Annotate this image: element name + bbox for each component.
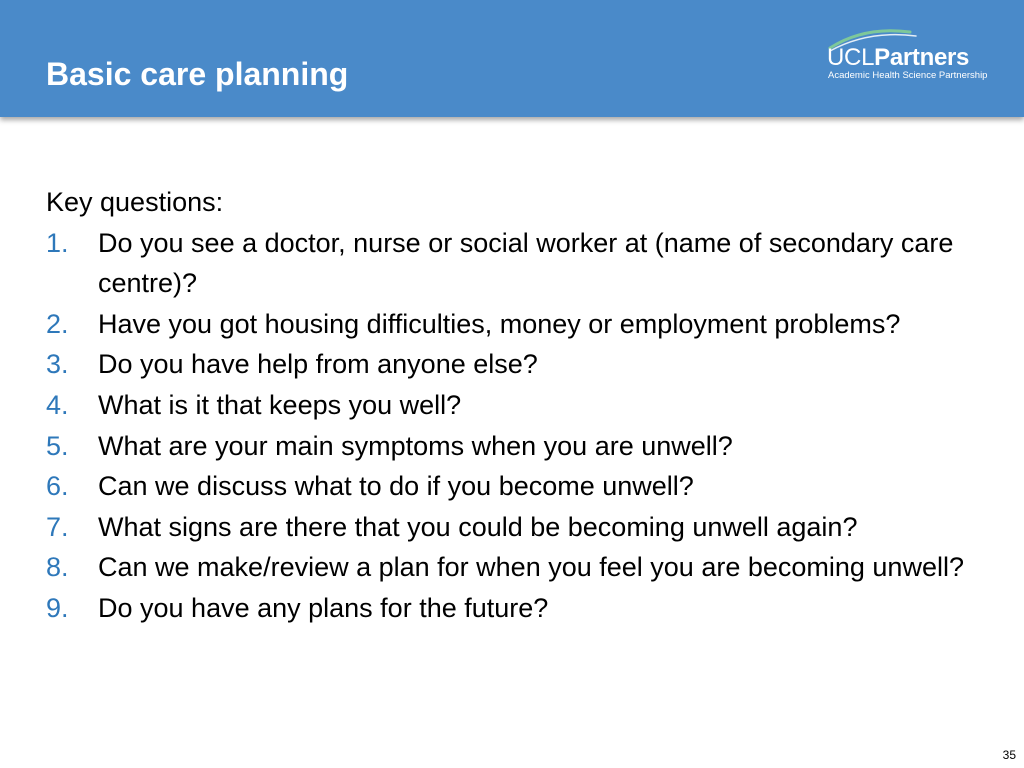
question-text: Do you have any plans for the future? — [98, 592, 549, 623]
question-number: 9. — [46, 592, 69, 623]
question-number: 8. — [46, 552, 69, 583]
question-text: What are your main symptoms when you are unwell? — [98, 430, 733, 461]
question-number: 4. — [46, 389, 69, 420]
question-text: Do you see a doctor, nurse or social worker at (name of secondary care centre)? — [98, 227, 954, 299]
question-text: Can we discuss what to do if you become unwell? — [98, 471, 694, 502]
question-item — [46, 304, 996, 345]
logo-wordmark-light: UCL — [827, 44, 875, 71]
header-band — [0, 0, 1024, 117]
question-item — [46, 426, 996, 467]
logo-wordmark-bold: Partners — [874, 44, 970, 71]
question-item — [46, 466, 996, 507]
question-item — [46, 385, 996, 426]
question-number: 2. — [46, 308, 69, 339]
question-number: 5. — [46, 430, 69, 461]
question-text: What signs are there that you could be becoming unwell again? — [98, 511, 858, 542]
question-number: 6. — [46, 471, 69, 502]
logo-tagline: Academic Health Science Partnership — [828, 70, 988, 81]
question-number: 3. — [46, 349, 69, 380]
question-item — [46, 507, 996, 548]
question-text: Can we make/review a plan for when you feel you are becoming unwell? — [98, 552, 964, 583]
ucl-partners-logo — [824, 24, 992, 84]
page-number: 35 — [1002, 748, 1016, 762]
question-number: 1. — [46, 227, 69, 258]
question-text: Do you have help from anyone else? — [98, 349, 538, 380]
intro-text: Key questions: — [46, 187, 224, 217]
slide-body — [46, 182, 996, 629]
question-item — [46, 588, 996, 629]
logo-wordmark — [827, 44, 969, 72]
slide-title: Basic care planning — [46, 56, 349, 92]
question-text: What is it that keeps you well? — [98, 389, 462, 420]
question-number: 7. — [46, 511, 69, 542]
question-list — [46, 223, 996, 629]
question-text: Have you got housing difficulties, money or employment problems? — [98, 308, 901, 339]
question-item — [46, 223, 996, 304]
question-item — [46, 344, 996, 385]
question-item — [46, 547, 996, 588]
